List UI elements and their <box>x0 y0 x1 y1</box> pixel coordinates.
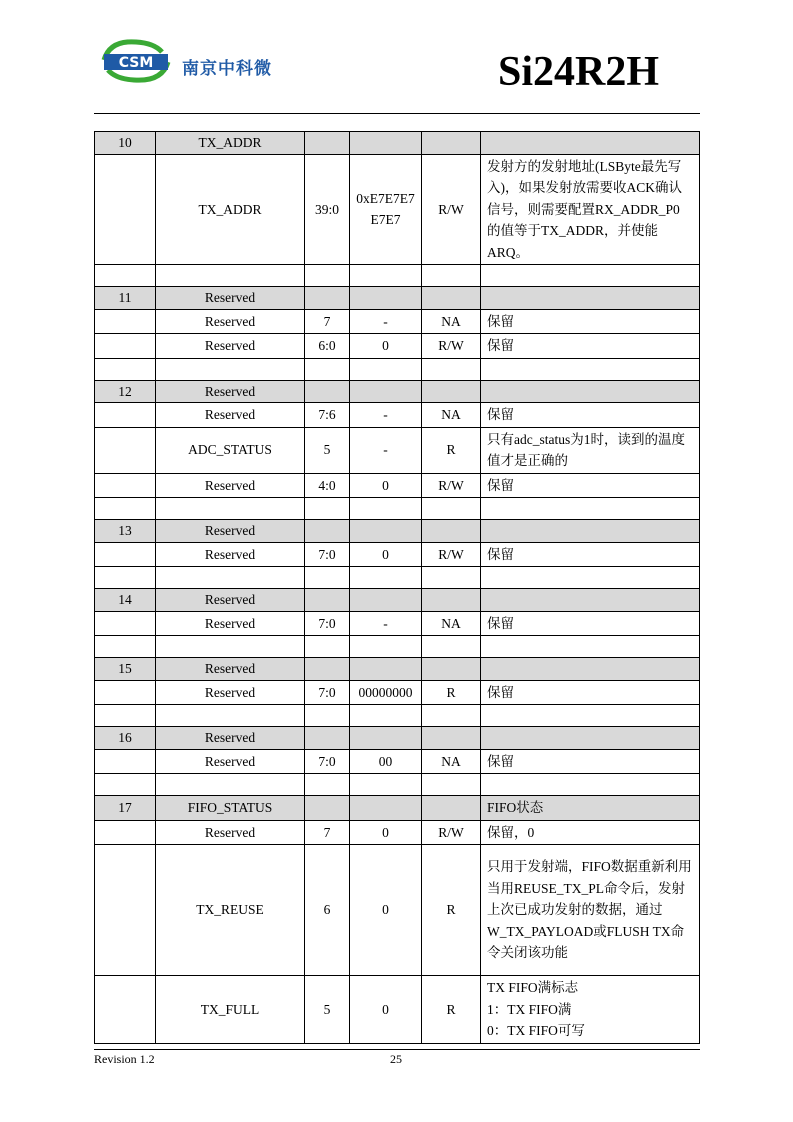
register-address: 13 <box>95 520 156 543</box>
register-header-row <box>95 380 700 403</box>
register-address: 12 <box>95 380 156 403</box>
field-name <box>156 358 305 380</box>
reset-value: 0 <box>350 820 422 845</box>
access-type <box>422 796 481 821</box>
reset-value: 00 <box>350 749 422 774</box>
field-bits: 7:0 <box>305 749 350 774</box>
reset-value: 0 <box>350 473 422 498</box>
field-bits <box>305 287 350 310</box>
reset-value <box>350 636 422 658</box>
field-bits: 39:0 <box>305 154 350 265</box>
access-type: R/W <box>422 473 481 498</box>
access-type: R/W <box>422 820 481 845</box>
field-bits: 6 <box>305 845 350 976</box>
field-bits: 6:0 <box>305 334 350 359</box>
field-bits <box>305 520 350 543</box>
reset-value <box>350 132 422 155</box>
field-description: 只有adc_status为1时，读到的温度值才是正确的 <box>481 427 700 473</box>
register-table <box>94 131 700 1044</box>
spacer-row <box>95 265 700 287</box>
field-bits <box>305 727 350 750</box>
register-address <box>95 705 156 727</box>
register-address: 10 <box>95 132 156 155</box>
register-address <box>95 358 156 380</box>
field-description <box>481 287 700 310</box>
field-bits <box>305 589 350 612</box>
register-address <box>95 309 156 334</box>
reset-value <box>350 774 422 796</box>
field-name: TX_ADDR <box>156 132 305 155</box>
field-bits: 7 <box>305 309 350 334</box>
field-row <box>95 820 700 845</box>
field-description: TX FIFO满标志 1：TX FIFO满 0：TX FIFO可写 <box>481 976 700 1044</box>
reset-value <box>350 498 422 520</box>
register-address <box>95 845 156 976</box>
register-address <box>95 820 156 845</box>
spacer-row <box>95 567 700 589</box>
field-row <box>95 309 700 334</box>
field-row <box>95 473 700 498</box>
register-address <box>95 680 156 705</box>
field-description: 保留 <box>481 334 700 359</box>
register-header-row <box>95 132 700 155</box>
register-address <box>95 473 156 498</box>
field-bits <box>305 658 350 681</box>
footer-divider <box>94 1049 700 1050</box>
page-header <box>0 0 793 115</box>
register-address <box>95 542 156 567</box>
field-bits <box>305 265 350 287</box>
field-name: Reserved <box>156 334 305 359</box>
field-description <box>481 705 700 727</box>
field-description <box>481 589 700 612</box>
field-bits <box>305 498 350 520</box>
access-type: NA <box>422 749 481 774</box>
field-description <box>481 567 700 589</box>
reset-value: - <box>350 427 422 473</box>
reset-value: 0 <box>350 976 422 1044</box>
access-type <box>422 589 481 612</box>
reset-value <box>350 520 422 543</box>
register-header-row <box>95 658 700 681</box>
field-name <box>156 636 305 658</box>
reset-value <box>350 705 422 727</box>
reset-value <box>350 358 422 380</box>
register-address <box>95 567 156 589</box>
access-type <box>422 774 481 796</box>
document-title: Si24R2H <box>497 49 659 95</box>
field-name: Reserved <box>156 727 305 750</box>
company-name: 南京中科微 <box>182 59 272 79</box>
field-description: 只用于发射端，FIFO数据重新利用 当用REUSE_TX_PL命令后，发射上次已成功发射的数据，通过W_TX_PAYLOAD或FLUSH TX命令关闭该功能 <box>481 845 700 976</box>
register-header-row <box>95 796 700 821</box>
footer-page-number: 25 <box>390 1052 402 1066</box>
reset-value <box>350 727 422 750</box>
access-type: NA <box>422 309 481 334</box>
access-type <box>422 358 481 380</box>
field-description: 保留 <box>481 542 700 567</box>
field-bits: 7 <box>305 820 350 845</box>
field-name: Reserved <box>156 403 305 428</box>
field-bits <box>305 132 350 155</box>
access-type: R <box>422 427 481 473</box>
access-type <box>422 727 481 750</box>
csm-logo-icon <box>96 38 176 84</box>
register-address <box>95 403 156 428</box>
reset-value <box>350 658 422 681</box>
field-name: Reserved <box>156 820 305 845</box>
field-row <box>95 749 700 774</box>
access-type: R/W <box>422 334 481 359</box>
access-type <box>422 265 481 287</box>
field-bits <box>305 705 350 727</box>
register-address <box>95 774 156 796</box>
access-type <box>422 705 481 727</box>
access-type <box>422 498 481 520</box>
field-bits <box>305 567 350 589</box>
field-row <box>95 976 700 1044</box>
access-type: R <box>422 976 481 1044</box>
access-type: R <box>422 680 481 705</box>
field-description <box>481 265 700 287</box>
field-name <box>156 567 305 589</box>
field-name: Reserved <box>156 473 305 498</box>
field-name: ADC_STATUS <box>156 427 305 473</box>
field-name <box>156 705 305 727</box>
register-address: 17 <box>95 796 156 821</box>
field-description <box>481 658 700 681</box>
field-bits <box>305 380 350 403</box>
reset-value: 00000000 <box>350 680 422 705</box>
field-bits: 7:0 <box>305 542 350 567</box>
field-bits: 4:0 <box>305 473 350 498</box>
field-name: Reserved <box>156 380 305 403</box>
field-bits <box>305 774 350 796</box>
spacer-row <box>95 774 700 796</box>
reset-value <box>350 796 422 821</box>
register-address <box>95 427 156 473</box>
field-name <box>156 774 305 796</box>
field-row <box>95 427 700 473</box>
access-type: NA <box>422 403 481 428</box>
field-bits <box>305 636 350 658</box>
field-name: Reserved <box>156 542 305 567</box>
reset-value: 0 <box>350 334 422 359</box>
access-type <box>422 380 481 403</box>
register-address <box>95 976 156 1044</box>
field-bits: 7:0 <box>305 680 350 705</box>
spacer-row <box>95 498 700 520</box>
field-name: Reserved <box>156 287 305 310</box>
access-type: R/W <box>422 542 481 567</box>
field-name: Reserved <box>156 749 305 774</box>
register-address <box>95 265 156 287</box>
access-type <box>422 636 481 658</box>
field-name: TX_FULL <box>156 976 305 1044</box>
reset-value: 0 <box>350 542 422 567</box>
field-row <box>95 680 700 705</box>
field-description <box>481 774 700 796</box>
field-description: 保留 <box>481 309 700 334</box>
field-row <box>95 845 700 976</box>
access-type: R/W <box>422 154 481 265</box>
field-description: 保留 <box>481 749 700 774</box>
access-type: NA <box>422 611 481 636</box>
reset-value <box>350 589 422 612</box>
header-divider <box>94 113 700 114</box>
field-bits: 7:0 <box>305 611 350 636</box>
field-bits: 5 <box>305 427 350 473</box>
field-description: 保留，0 <box>481 820 700 845</box>
spacer-row <box>95 705 700 727</box>
field-row <box>95 154 700 265</box>
register-address <box>95 498 156 520</box>
field-description: 保留 <box>481 680 700 705</box>
field-description <box>481 636 700 658</box>
access-type <box>422 132 481 155</box>
reset-value: 0xE7E7E7E7E7 <box>350 154 422 265</box>
register-address: 11 <box>95 287 156 310</box>
field-description <box>481 380 700 403</box>
register-header-row <box>95 727 700 750</box>
field-bits: 5 <box>305 976 350 1044</box>
field-name: Reserved <box>156 658 305 681</box>
field-name: Reserved <box>156 520 305 543</box>
register-address: 15 <box>95 658 156 681</box>
field-description <box>481 358 700 380</box>
register-header-row <box>95 520 700 543</box>
access-type <box>422 520 481 543</box>
reset-value: - <box>350 309 422 334</box>
field-description: FIFO状态 <box>481 796 700 821</box>
register-address <box>95 154 156 265</box>
reset-value: - <box>350 403 422 428</box>
field-row <box>95 542 700 567</box>
register-address <box>95 749 156 774</box>
logo-text: CSM <box>118 55 154 71</box>
field-name: Reserved <box>156 680 305 705</box>
field-name: TX_REUSE <box>156 845 305 976</box>
field-bits: 7:6 <box>305 403 350 428</box>
field-name: Reserved <box>156 309 305 334</box>
field-row <box>95 611 700 636</box>
reset-value: - <box>350 611 422 636</box>
access-type <box>422 567 481 589</box>
register-address <box>95 636 156 658</box>
reset-value <box>350 287 422 310</box>
reset-value <box>350 265 422 287</box>
field-description <box>481 520 700 543</box>
reset-value: 0 <box>350 845 422 976</box>
spacer-row <box>95 358 700 380</box>
field-name: FIFO_STATUS <box>156 796 305 821</box>
access-type <box>422 287 481 310</box>
register-address <box>95 334 156 359</box>
field-name <box>156 498 305 520</box>
field-bits <box>305 358 350 380</box>
field-description: 发射方的发射地址(LSByte最先写入)，如果发射放需要收ACK确认信号，则需要配置RX_ADDR_P0的值等于TX_ADDR，并使能ARQ。 <box>481 154 700 265</box>
access-type: R <box>422 845 481 976</box>
register-address: 16 <box>95 727 156 750</box>
spacer-row <box>95 636 700 658</box>
register-header-row <box>95 589 700 612</box>
field-row <box>95 334 700 359</box>
field-name <box>156 265 305 287</box>
register-address <box>95 611 156 636</box>
field-bits <box>305 796 350 821</box>
register-header-row <box>95 287 700 310</box>
field-row <box>95 403 700 428</box>
field-description <box>481 132 700 155</box>
field-name: TX_ADDR <box>156 154 305 265</box>
field-name: Reserved <box>156 589 305 612</box>
field-description: 保留 <box>481 611 700 636</box>
reset-value <box>350 567 422 589</box>
field-description <box>481 727 700 750</box>
register-address: 14 <box>95 589 156 612</box>
field-description: 保留 <box>481 403 700 428</box>
field-description <box>481 498 700 520</box>
footer-revision: Revision 1.2 <box>94 1052 155 1066</box>
field-description: 保留 <box>481 473 700 498</box>
access-type <box>422 658 481 681</box>
reset-value <box>350 380 422 403</box>
field-name: Reserved <box>156 611 305 636</box>
